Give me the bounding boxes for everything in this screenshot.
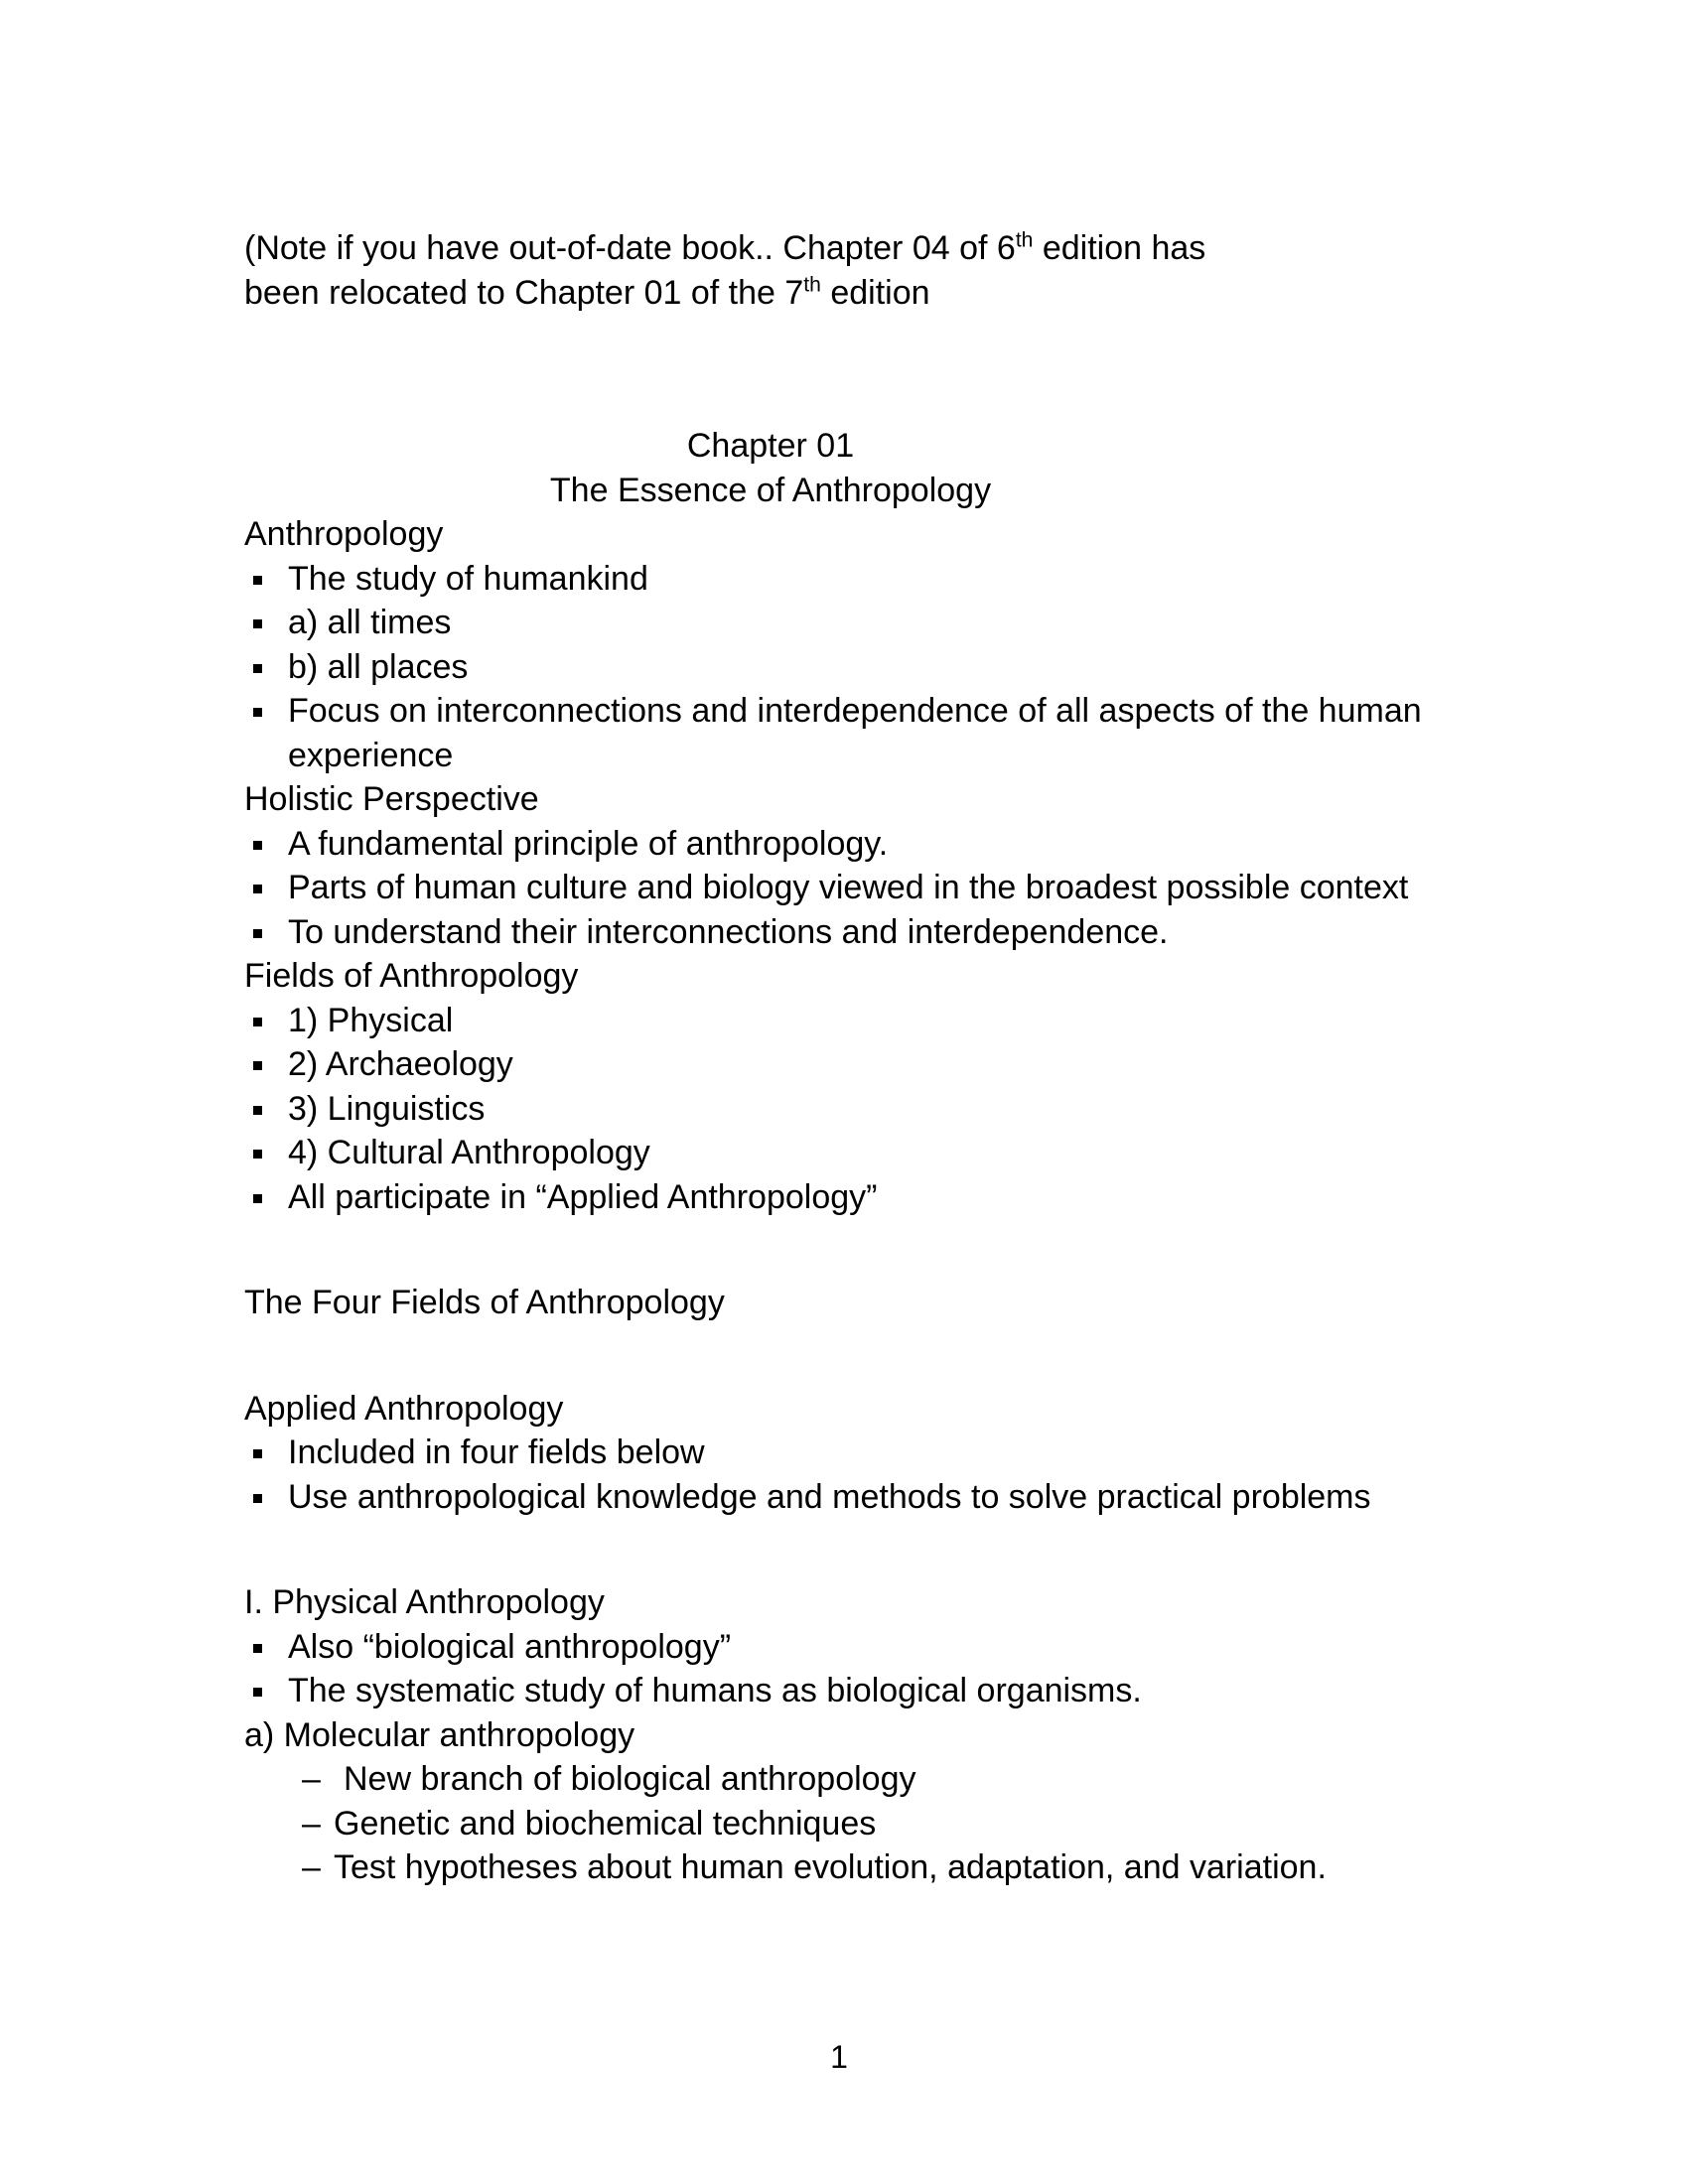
section-heading-four-fields: The Four Fields of Anthropology — [244, 1284, 725, 1321]
document-body — [244, 226, 1446, 1890]
note-line1-part2: edition has — [1033, 229, 1206, 267]
spacer-before-applied — [244, 1325, 1446, 1387]
list-item — [244, 557, 1446, 602]
list-item — [244, 1475, 1446, 1520]
square-bullet-icon — [253, 576, 262, 585]
fields-of-anthropology-bullet-list — [244, 999, 1446, 1220]
section-heading-applied-anthropology: Applied Anthropology — [244, 1389, 564, 1428]
square-bullet-icon — [253, 1061, 262, 1070]
physical-anthropology-bullet-list — [244, 1625, 1446, 1713]
list-item — [244, 1669, 1446, 1713]
list-item-label: Also “biological anthropology” — [288, 1627, 732, 1666]
list-item-label: Use anthropological knowledge and methods to solve practical problems — [288, 1477, 1371, 1516]
list-item — [244, 645, 1446, 690]
list-item — [244, 689, 1446, 777]
out-of-date-book-note — [244, 226, 1416, 315]
section-heading-physical-anthropology: I. Physical Anthropology — [244, 1583, 605, 1621]
list-item — [244, 1845, 1446, 1890]
list-item-label: All participate in “Applied Anthropology” — [288, 1177, 878, 1216]
list-item — [244, 1802, 1446, 1846]
list-item-label: a) all times — [288, 604, 452, 641]
list-item-label: Focus on interconnections and interdependence of all aspects of the human experience — [288, 692, 1422, 774]
square-bullet-icon — [253, 841, 262, 850]
square-bullet-icon — [253, 1449, 262, 1458]
list-item — [244, 1131, 1446, 1175]
chapter-number: Chapter 01 — [686, 427, 855, 465]
molecular-anthropology-dash-list — [244, 1757, 1446, 1890]
section-heading-fields-of-anthropology: Fields of Anthropology — [244, 957, 579, 995]
list-item — [244, 1431, 1446, 1475]
list-item — [244, 999, 1446, 1043]
square-bullet-icon — [253, 929, 262, 938]
square-bullet-icon — [253, 664, 262, 673]
section-heading-holistic-perspective: Holistic Perspective — [244, 780, 539, 818]
dash-bullet-icon: – — [302, 1760, 321, 1798]
list-item-label: The study of humankind — [288, 559, 648, 598]
list-item-label: 2) Archaeology — [288, 1045, 513, 1083]
spacer-before-physical — [244, 1519, 1446, 1580]
list-item — [244, 1625, 1446, 1670]
dash-bullet-icon: – — [302, 1804, 321, 1843]
seventh-edition-ordinal-suffix: th — [803, 273, 821, 297]
list-item-label: The systematic study of humans as biological organisms. — [288, 1672, 1142, 1709]
square-bullet-icon — [253, 1018, 262, 1026]
list-item — [244, 1087, 1446, 1132]
sixth-edition-ordinal-suffix: th — [1015, 228, 1034, 252]
list-item-label: 3) Linguistics — [288, 1089, 486, 1128]
note-line1-part1: (Note if you have out-of-date book.. Chapter 04 of 6 — [244, 229, 1016, 267]
note-line2-part1: been relocated to Chapter 01 of the 7 — [244, 273, 804, 312]
spacer-before-title — [244, 380, 1446, 424]
square-bullet-icon — [253, 1150, 262, 1159]
square-bullet-icon — [253, 1644, 262, 1653]
note-line2-part2: edition — [820, 273, 930, 312]
list-item-label: Included in four fields below — [288, 1433, 705, 1471]
page-number: 1 — [830, 2039, 848, 2075]
list-item-label: b) all places — [288, 647, 469, 686]
list-item — [244, 866, 1446, 910]
list-item — [244, 601, 1446, 645]
list-item — [244, 1042, 1446, 1087]
list-item-label: New branch of biological anthropology — [344, 1760, 916, 1798]
square-bullet-icon — [253, 1194, 262, 1203]
chapter-subtitle: The Essence of Anthropology — [549, 471, 992, 509]
holistic-perspective-bullet-list — [244, 822, 1446, 955]
square-bullet-icon — [253, 1106, 262, 1115]
list-item-label: A fundamental principle of anthropology. — [288, 824, 889, 863]
square-bullet-icon — [253, 1494, 262, 1503]
list-item — [244, 1175, 1446, 1220]
subsection-heading-molecular-anthropology: a) Molecular anthropology — [244, 1715, 635, 1754]
list-item-label: Parts of human culture and biology viewed in the broadest possible context — [288, 869, 1409, 906]
anthropology-bullet-list — [244, 557, 1446, 778]
spacer-before-four-fields — [244, 1219, 1446, 1281]
square-bullet-icon — [253, 619, 262, 628]
list-item — [244, 1757, 1446, 1802]
square-bullet-icon — [253, 708, 262, 717]
list-item-label: 4) Cultural Anthropology — [288, 1134, 650, 1171]
dash-bullet-icon: – — [302, 1848, 321, 1886]
list-item-label: 1) Physical — [288, 1001, 454, 1039]
list-item-label: To understand their interconnections and interdependence. — [288, 912, 1169, 951]
list-item-label: Test hypotheses about human evolution, adaptation, and variation. — [334, 1848, 1327, 1886]
section-heading-anthropology: Anthropology — [244, 515, 444, 553]
spacer-after-note — [244, 315, 1446, 380]
chapter-title-block — [244, 424, 1297, 512]
list-item — [244, 910, 1446, 955]
list-item — [244, 822, 1446, 867]
list-item-label: Genetic and biochemical techniques — [334, 1804, 877, 1843]
applied-anthropology-bullet-list — [244, 1431, 1446, 1519]
square-bullet-icon — [253, 1688, 262, 1697]
square-bullet-icon — [253, 885, 262, 893]
